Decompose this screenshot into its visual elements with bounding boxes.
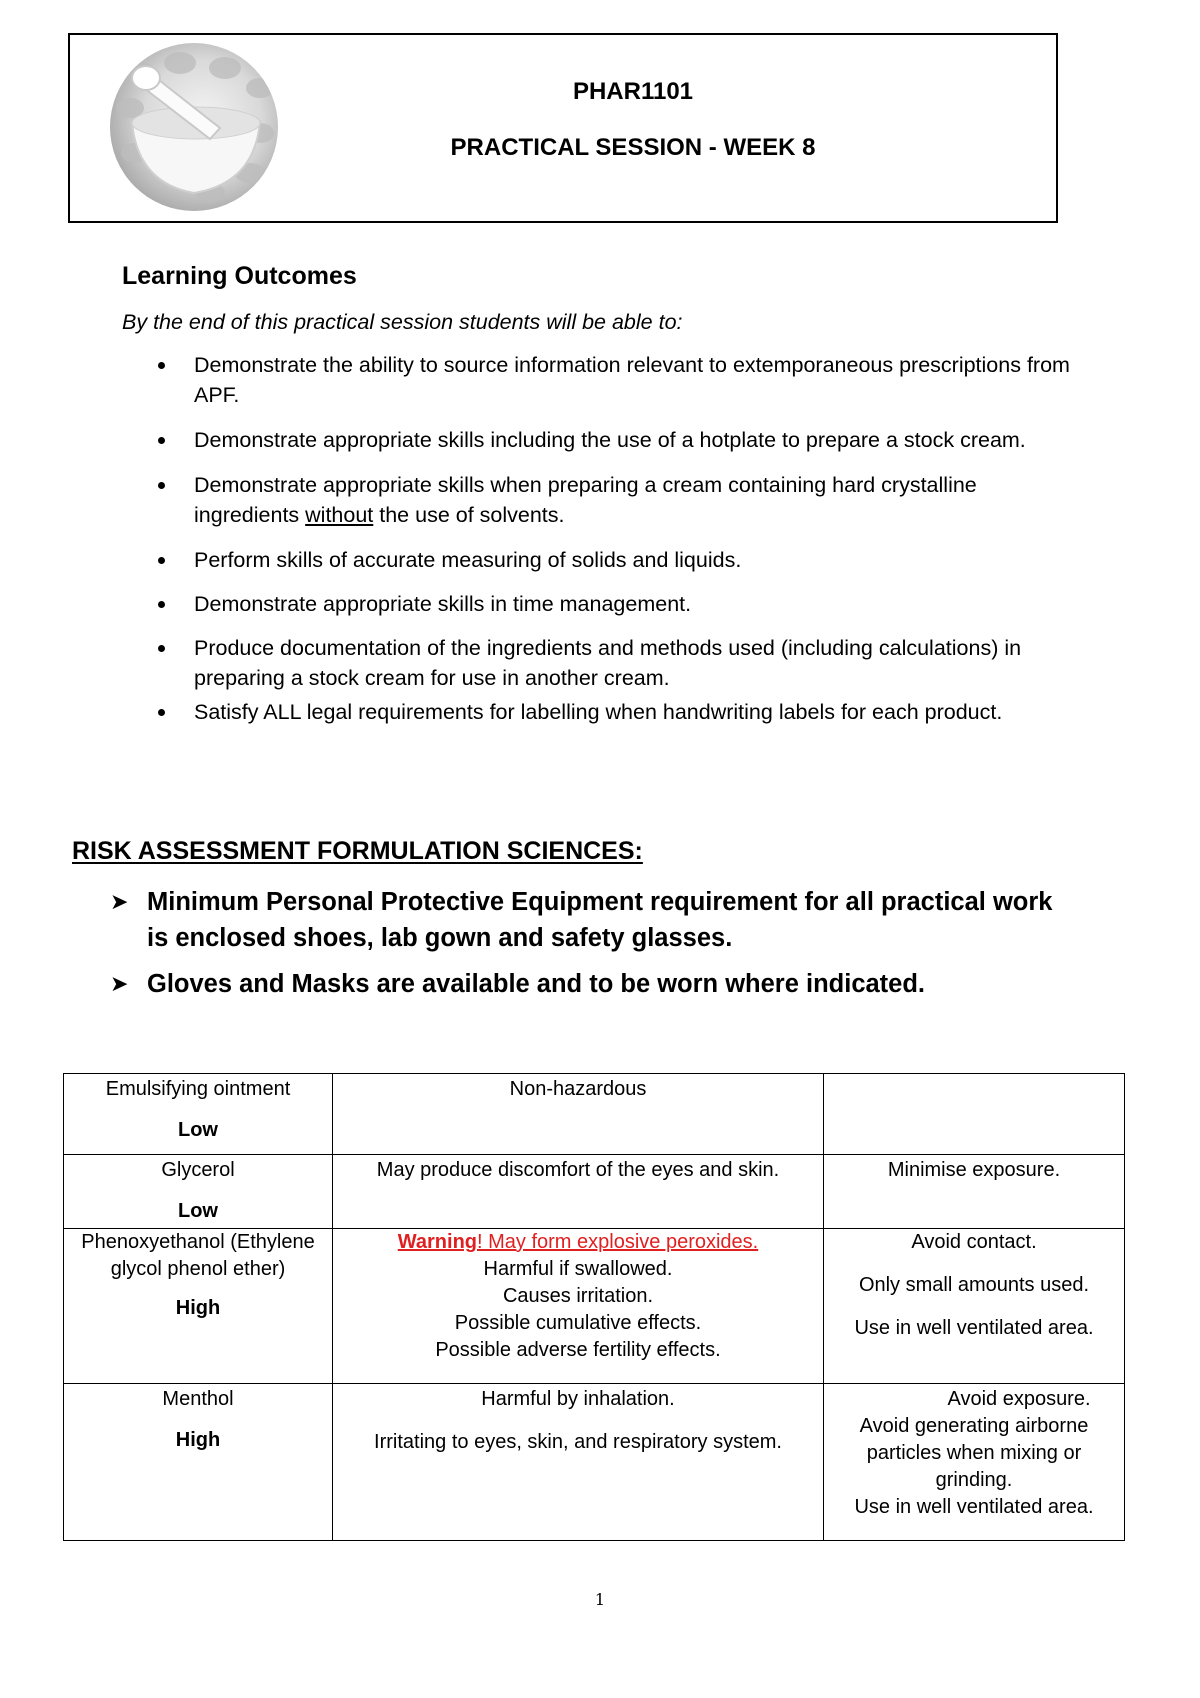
outcome-text: the use of solvents.	[373, 503, 565, 527]
substance-name: Glycerol	[161, 1159, 235, 1181]
ppe-list	[110, 884, 1070, 1002]
hazard-cell	[333, 1074, 824, 1155]
header-box	[68, 33, 1058, 223]
learning-outcomes-heading: Learning Outcomes	[122, 262, 357, 290]
learning-outcomes-list	[155, 350, 1075, 727]
outcome-text: Demonstrate appropriate skills in time management.	[194, 592, 692, 616]
outcome-text: Demonstrate the ability to source information relevant to extemporaneous prescriptions from APF.	[194, 353, 1070, 407]
outcome-emphasis: without	[305, 503, 374, 527]
table-row	[64, 1074, 1125, 1155]
learning-outcomes-intro: By the end of this practical session students will be able to:	[122, 310, 683, 334]
arrow-bullet-icon: ➤	[110, 889, 129, 914]
outcome-text: Satisfy ALL legal requirements for labelling when handwriting labels for each product.	[194, 700, 1003, 724]
control-text: Avoid generating airborne particles when mixing or grinding.	[859, 1415, 1089, 1491]
substance-name: Menthol	[162, 1388, 234, 1410]
substance-cell	[64, 1155, 333, 1229]
control-text: Use in well ventilated area.	[854, 1496, 1094, 1518]
risk-level: High	[175, 1297, 221, 1319]
risk-table	[63, 1073, 1125, 1541]
ppe-text: Gloves and Masks are available and to be worn where indicated.	[147, 970, 926, 998]
risk-level: Low	[178, 1200, 218, 1222]
hazard-text: May produce discomfort of the eyes and skin.	[376, 1159, 780, 1181]
outcome-text: Demonstrate appropriate skills when preparing a cream containing hard crystalline ingredients	[194, 473, 977, 527]
hazard-cell	[333, 1229, 824, 1384]
risk-level: High	[175, 1429, 221, 1451]
arrow-bullet-icon: ➤	[110, 971, 129, 996]
list-item	[110, 966, 1070, 1002]
mortar-pestle-icon	[110, 43, 278, 211]
list-item	[155, 350, 1075, 410]
session-title: PRACTICAL SESSION - WEEK 8	[450, 134, 816, 161]
control-cell	[824, 1074, 1125, 1155]
page-number: 1	[594, 1590, 606, 1609]
hazard-text: Harmful if swallowed.	[483, 1258, 673, 1280]
list-item	[155, 589, 1075, 619]
warning-line	[339, 1229, 817, 1256]
substance-cell	[64, 1384, 333, 1541]
substance-cell	[64, 1074, 333, 1155]
list-item	[110, 884, 1070, 956]
list-item	[155, 545, 1075, 575]
hazard-text: Possible adverse fertility effects.	[435, 1339, 721, 1361]
warning-label: Warning	[397, 1231, 477, 1253]
hazard-text: Causes irritation.	[502, 1285, 654, 1307]
control-cell	[824, 1229, 1125, 1384]
course-code: PHAR1101	[572, 78, 694, 105]
outcome-text: Perform skills of accurate measuring of solids and liquids.	[194, 548, 742, 572]
risk-level: Low	[178, 1119, 218, 1141]
hazard-text: Irritating to eyes, skin, and respiratory system.	[374, 1431, 782, 1453]
list-item	[155, 697, 1075, 727]
substance-name: Phenoxyethanol (Ethylene glycol phenol ether)	[81, 1231, 315, 1280]
substance-cell	[64, 1229, 333, 1384]
control-cell	[824, 1155, 1125, 1229]
control-text: Only small amounts used.	[858, 1274, 1090, 1296]
list-item	[155, 425, 1075, 455]
table-row	[64, 1384, 1125, 1541]
hazard-text: Harmful by inhalation.	[481, 1388, 675, 1410]
hazard-text: Non-hazardous	[509, 1078, 647, 1100]
hazard-text: Possible cumulative effects.	[454, 1312, 702, 1334]
control-text: Minimise exposure.	[887, 1159, 1061, 1181]
risk-assessment-heading: RISK ASSESSMENT FORMULATION SCIENCES:	[72, 837, 643, 865]
hazard-cell	[333, 1384, 824, 1541]
substance-name: Emulsifying ointment	[105, 1078, 291, 1100]
list-item	[155, 633, 1075, 693]
warning-text: ! May form explosive peroxides.	[477, 1231, 759, 1253]
control-cell	[824, 1384, 1125, 1541]
list-item	[155, 470, 1075, 530]
outcome-text: Demonstrate appropriate skills including the use of a hotplate to prepare a stock cream.	[194, 428, 1026, 452]
hazard-cell	[333, 1155, 824, 1229]
control-text: Avoid contact.	[911, 1231, 1037, 1253]
outcome-text: Produce documentation of the ingredients and methods used (including calculations) in preparing a stock cream for use in another cream.	[194, 636, 1022, 690]
control-text: Use in well ventilated area.	[854, 1317, 1094, 1339]
table-row	[64, 1229, 1125, 1384]
mortar-pestle-logo	[110, 43, 278, 211]
control-text: Avoid exposure.	[947, 1388, 1091, 1410]
table-row	[64, 1155, 1125, 1229]
ppe-text: Minimum Personal Protective Equipment requirement for all practical work is enclosed shoes, lab gown and safety glasses.	[147, 888, 1053, 952]
